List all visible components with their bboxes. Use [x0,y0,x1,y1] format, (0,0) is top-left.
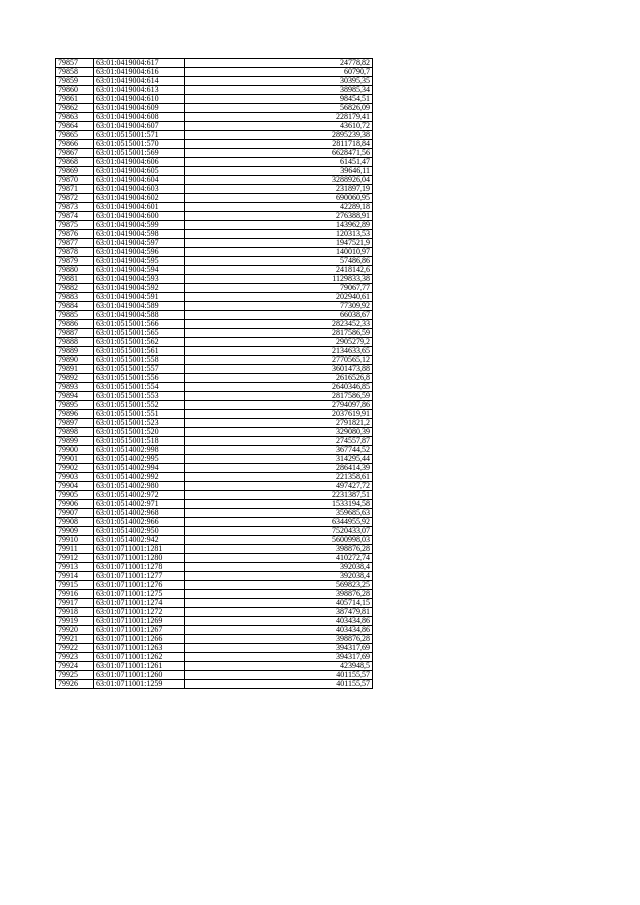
cadastral-number-cell: 63:01:0419004:594 [94,266,185,275]
row-number-cell: 79920 [56,626,94,635]
table-body [56,59,373,689]
cadastral-number-cell: 63:01:0419004:602 [94,194,185,203]
row-number-cell: 79890 [56,356,94,365]
value-cell: 2037619,91 [185,410,373,419]
cadastral-number-cell: 63:01:0515001:571 [94,131,185,140]
cadastral-number-cell: 63:01:0515001:552 [94,401,185,410]
table-row [56,401,373,410]
table-row [56,644,373,653]
value-cell: 143962,89 [185,221,373,230]
value-cell: 392038,4 [185,563,373,572]
row-number-cell: 79897 [56,419,94,428]
table-row [56,581,373,590]
table-row [56,374,373,383]
table-row [56,194,373,203]
value-cell: 367744,52 [185,446,373,455]
table-row [56,95,373,104]
row-number-cell: 79859 [56,77,94,86]
cadastral-number-cell: 63:01:0515001:562 [94,338,185,347]
cadastral-number-cell: 63:01:0419004:617 [94,59,185,68]
row-number-cell: 79883 [56,293,94,302]
cadastral-number-cell: 63:01:0711001:1272 [94,608,185,617]
row-number-cell: 79895 [56,401,94,410]
table-row [56,176,373,185]
row-number-cell: 79906 [56,500,94,509]
cadastral-number-cell: 63:01:0514002:994 [94,464,185,473]
value-cell: 79067,77 [185,284,373,293]
cadastral-number-cell: 63:01:0514002:980 [94,482,185,491]
row-number-cell: 79867 [56,149,94,158]
value-cell: 228179,41 [185,113,373,122]
row-number-cell: 79858 [56,68,94,77]
cadastral-number-cell: 63:01:0515001:518 [94,437,185,446]
row-number-cell: 79875 [56,221,94,230]
table-row [56,491,373,500]
value-cell: 392038,4 [185,572,373,581]
table-row [56,329,373,338]
row-number-cell: 79905 [56,491,94,500]
value-cell: 2823452,33 [185,320,373,329]
cadastral-number-cell: 63:01:0419004:598 [94,230,185,239]
row-number-cell: 79894 [56,392,94,401]
cadastral-number-cell: 63:01:0515001:561 [94,347,185,356]
table-row [56,230,373,239]
table-row [56,365,373,374]
row-number-cell: 79877 [56,239,94,248]
cadastral-number-cell: 63:01:0514002:998 [94,446,185,455]
cadastral-number-cell: 63:01:0515001:551 [94,410,185,419]
cadastral-number-cell: 63:01:0419004:607 [94,122,185,131]
table-row [56,545,373,554]
table-row [56,446,373,455]
row-number-cell: 79857 [56,59,94,68]
value-cell: 231897,19 [185,185,373,194]
value-cell: 57486,86 [185,257,373,266]
table-row [56,626,373,635]
value-cell: 423948,5 [185,662,373,671]
cadastral-number-cell: 63:01:0419004:605 [94,167,185,176]
value-cell: 120313,53 [185,230,373,239]
value-cell: 1947521,9 [185,239,373,248]
value-cell: 690060,95 [185,194,373,203]
value-cell: 2895239,38 [185,131,373,140]
value-cell: 24778,82 [185,59,373,68]
cadastral-number-cell: 63:01:0419004:613 [94,86,185,95]
cadastral-number-cell: 63:01:0515001:557 [94,365,185,374]
cadastral-number-cell: 63:01:0419004:606 [94,158,185,167]
value-cell: 221358,61 [185,473,373,482]
row-number-cell: 79925 [56,671,94,680]
row-number-cell: 79880 [56,266,94,275]
value-cell: 98454,51 [185,95,373,104]
table-row [56,113,373,122]
cadastral-number-cell: 63:01:0711001:1277 [94,572,185,581]
table-row [56,86,373,95]
row-number-cell: 79921 [56,635,94,644]
value-cell: 2794097,86 [185,401,373,410]
row-number-cell: 79871 [56,185,94,194]
row-number-cell: 79865 [56,131,94,140]
cadastral-number-cell: 63:01:0514002:942 [94,536,185,545]
row-number-cell: 79914 [56,572,94,581]
cadastral-number-cell: 63:01:0514002:968 [94,509,185,518]
table-row [56,338,373,347]
table-row [56,212,373,221]
cadastral-number-cell: 63:01:0419004:593 [94,275,185,284]
value-cell: 387479,81 [185,608,373,617]
value-cell: 274557,87 [185,437,373,446]
table-row [56,293,373,302]
value-cell: 329080,39 [185,428,373,437]
row-number-cell: 79868 [56,158,94,167]
cadastral-number-cell: 63:01:0419004:599 [94,221,185,230]
table-row [56,437,373,446]
table-row [56,464,373,473]
cadastral-number-cell: 63:01:0514002:971 [94,500,185,509]
value-cell: 405714,15 [185,599,373,608]
row-number-cell: 79882 [56,284,94,293]
value-cell: 2817586,59 [185,392,373,401]
cadastral-number-cell: 63:01:0419004:603 [94,185,185,194]
table-row [56,383,373,392]
table-row [56,122,373,131]
cadastral-number-cell: 63:01:0515001:554 [94,383,185,392]
table-row [56,482,373,491]
value-cell: 403434,86 [185,617,373,626]
cadastral-number-cell: 63:01:0711001:1266 [94,635,185,644]
cadastral-number-cell: 63:01:0514002:950 [94,527,185,536]
value-cell: 394317,69 [185,653,373,662]
cadastral-number-cell: 63:01:0711001:1263 [94,644,185,653]
value-cell: 398876,28 [185,635,373,644]
value-cell: 1533194,58 [185,500,373,509]
value-cell: 2231387,51 [185,491,373,500]
table-row [56,455,373,464]
value-cell: 42289,18 [185,203,373,212]
cadastral-value-table [55,58,373,689]
row-number-cell: 79909 [56,527,94,536]
cadastral-number-cell: 63:01:0711001:1269 [94,617,185,626]
row-number-cell: 79864 [56,122,94,131]
row-number-cell: 79901 [56,455,94,464]
table-row [56,536,373,545]
value-cell: 401155,57 [185,671,373,680]
row-number-cell: 79918 [56,608,94,617]
row-number-cell: 79899 [56,437,94,446]
table-row [56,104,373,113]
value-cell: 497427,72 [185,482,373,491]
value-cell: 2811718,84 [185,140,373,149]
value-cell: 2791821,2 [185,419,373,428]
row-number-cell: 79913 [56,563,94,572]
cadastral-number-cell: 63:01:0514002:995 [94,455,185,464]
cadastral-number-cell: 63:01:0515001:566 [94,320,185,329]
row-number-cell: 79863 [56,113,94,122]
table-row [56,608,373,617]
table-row [56,185,373,194]
row-number-cell: 79916 [56,590,94,599]
value-cell: 140010,97 [185,248,373,257]
cadastral-number-cell: 63:01:0419004:591 [94,293,185,302]
row-number-cell: 79892 [56,374,94,383]
row-number-cell: 79885 [56,311,94,320]
table-row [56,140,373,149]
row-number-cell: 79870 [56,176,94,185]
table-row [56,680,373,689]
row-number-cell: 79924 [56,662,94,671]
cadastral-number-cell: 63:01:0419004:614 [94,77,185,86]
row-number-cell: 79876 [56,230,94,239]
row-number-cell: 79878 [56,248,94,257]
table-row [56,158,373,167]
row-number-cell: 79898 [56,428,94,437]
table-row [56,392,373,401]
value-cell: 7520433,07 [185,527,373,536]
row-number-cell: 79910 [56,536,94,545]
value-cell: 2817586,59 [185,329,373,338]
cadastral-number-cell: 63:01:0419004:588 [94,311,185,320]
value-cell: 3288926,04 [185,176,373,185]
table-row [56,356,373,365]
cadastral-number-cell: 63:01:0515001:556 [94,374,185,383]
table-row [56,266,373,275]
cadastral-number-cell: 63:01:0515001:565 [94,329,185,338]
row-number-cell: 79873 [56,203,94,212]
value-cell: 403434,86 [185,626,373,635]
row-number-cell: 79893 [56,383,94,392]
row-number-cell: 79884 [56,302,94,311]
table-row [56,500,373,509]
table-row [56,257,373,266]
table-row [56,563,373,572]
cadastral-number-cell: 63:01:0711001:1261 [94,662,185,671]
cadastral-number-cell: 63:01:0419004:596 [94,248,185,257]
row-number-cell: 79919 [56,617,94,626]
cadastral-number-cell: 63:01:0419004:589 [94,302,185,311]
row-number-cell: 79911 [56,545,94,554]
table-row [56,653,373,662]
cadastral-number-cell: 63:01:0711001:1280 [94,554,185,563]
table-row [56,509,373,518]
row-number-cell: 79923 [56,653,94,662]
cadastral-number-cell: 63:01:0419004:608 [94,113,185,122]
value-cell: 359685,63 [185,509,373,518]
value-cell: 394317,69 [185,644,373,653]
value-cell: 202940,61 [185,293,373,302]
cadastral-number-cell: 63:01:0711001:1281 [94,545,185,554]
value-cell: 60790,7 [185,68,373,77]
cadastral-number-cell: 63:01:0419004:595 [94,257,185,266]
value-cell: 39646,11 [185,167,373,176]
row-number-cell: 79879 [56,257,94,266]
cadastral-number-cell: 63:01:0711001:1262 [94,653,185,662]
cadastral-number-cell: 63:01:0711001:1260 [94,671,185,680]
table-row [56,59,373,68]
cadastral-number-cell: 63:01:0711001:1259 [94,680,185,689]
cadastral-number-cell: 63:01:0419004:610 [94,95,185,104]
row-number-cell: 79900 [56,446,94,455]
table-row [56,572,373,581]
row-number-cell: 79891 [56,365,94,374]
value-cell: 314295,44 [185,455,373,464]
table-row [56,275,373,284]
value-cell: 2418142,6 [185,266,373,275]
row-number-cell: 79881 [56,275,94,284]
cadastral-number-cell: 63:01:0515001:520 [94,428,185,437]
cadastral-number-cell: 63:01:0515001:553 [94,392,185,401]
value-cell: 66038,67 [185,311,373,320]
cadastral-number-cell: 63:01:0419004:597 [94,239,185,248]
value-cell: 38985,34 [185,86,373,95]
row-number-cell: 79917 [56,599,94,608]
row-number-cell: 79866 [56,140,94,149]
value-cell: 410272,74 [185,554,373,563]
table-row [56,320,373,329]
value-cell: 401155,57 [185,680,373,689]
value-cell: 2905279,2 [185,338,373,347]
row-number-cell: 79887 [56,329,94,338]
table-row [56,473,373,482]
table-row [56,671,373,680]
value-cell: 2640346,85 [185,383,373,392]
cadastral-number-cell: 63:01:0515001:523 [94,419,185,428]
value-cell: 77309,92 [185,302,373,311]
table-row [56,149,373,158]
table-row [56,284,373,293]
value-cell: 2616526,8 [185,374,373,383]
table-row [56,527,373,536]
cadastral-number-cell: 63:01:0514002:992 [94,473,185,482]
value-cell: 2134633,65 [185,347,373,356]
cadastral-number-cell: 63:01:0419004:592 [94,284,185,293]
table-row [56,203,373,212]
row-number-cell: 79915 [56,581,94,590]
cadastral-number-cell: 63:01:0711001:1276 [94,581,185,590]
row-number-cell: 79872 [56,194,94,203]
cadastral-number-cell: 63:01:0419004:600 [94,212,185,221]
value-cell: 56826,09 [185,104,373,113]
table-row [56,302,373,311]
table-row [56,419,373,428]
cadastral-number-cell: 63:01:0711001:1274 [94,599,185,608]
table-row [56,554,373,563]
cadastral-number-cell: 63:01:0515001:570 [94,140,185,149]
value-cell: 398876,28 [185,545,373,554]
value-cell: 6628471,56 [185,149,373,158]
cadastral-number-cell: 63:01:0419004:609 [94,104,185,113]
table-row [56,518,373,527]
table-row [56,428,373,437]
value-cell: 569823,25 [185,581,373,590]
table-row [56,311,373,320]
row-number-cell: 79861 [56,95,94,104]
cadastral-number-cell: 63:01:0514002:972 [94,491,185,500]
cadastral-number-cell: 63:01:0419004:601 [94,203,185,212]
value-cell: 5600998,03 [185,536,373,545]
table-row [56,410,373,419]
table-row [56,347,373,356]
table-row [56,590,373,599]
table-row [56,617,373,626]
cadastral-number-cell: 63:01:0515001:558 [94,356,185,365]
value-cell: 3601473,88 [185,365,373,374]
row-number-cell: 79896 [56,410,94,419]
row-number-cell: 79912 [56,554,94,563]
value-cell: 2770565,12 [185,356,373,365]
table-row [56,662,373,671]
value-cell: 286414,39 [185,464,373,473]
row-number-cell: 79869 [56,167,94,176]
table-row [56,221,373,230]
row-number-cell: 79860 [56,86,94,95]
table-row [56,77,373,86]
cadastral-number-cell: 63:01:0514002:966 [94,518,185,527]
cadastral-number-cell: 63:01:0419004:604 [94,176,185,185]
row-number-cell: 79903 [56,473,94,482]
row-number-cell: 79907 [56,509,94,518]
value-cell: 43610,72 [185,122,373,131]
table-row [56,239,373,248]
row-number-cell: 79886 [56,320,94,329]
cadastral-number-cell: 63:01:0515001:569 [94,149,185,158]
table-row [56,599,373,608]
row-number-cell: 79889 [56,347,94,356]
table-row [56,167,373,176]
table-row [56,68,373,77]
value-cell: 6344955,92 [185,518,373,527]
value-cell: 398876,28 [185,590,373,599]
row-number-cell: 79902 [56,464,94,473]
table-row [56,248,373,257]
value-cell: 30395,35 [185,77,373,86]
table-row [56,635,373,644]
value-cell: 276388,91 [185,212,373,221]
row-number-cell: 79922 [56,644,94,653]
cadastral-number-cell: 63:01:0419004:616 [94,68,185,77]
row-number-cell: 79908 [56,518,94,527]
value-cell: 61451,47 [185,158,373,167]
row-number-cell: 79862 [56,104,94,113]
value-cell: 1129833,38 [185,275,373,284]
row-number-cell: 79926 [56,680,94,689]
row-number-cell: 79888 [56,338,94,347]
cadastral-number-cell: 63:01:0711001:1275 [94,590,185,599]
cadastral-number-cell: 63:01:0711001:1278 [94,563,185,572]
row-number-cell: 79874 [56,212,94,221]
table-row [56,131,373,140]
cadastral-number-cell: 63:01:0711001:1267 [94,626,185,635]
row-number-cell: 79904 [56,482,94,491]
